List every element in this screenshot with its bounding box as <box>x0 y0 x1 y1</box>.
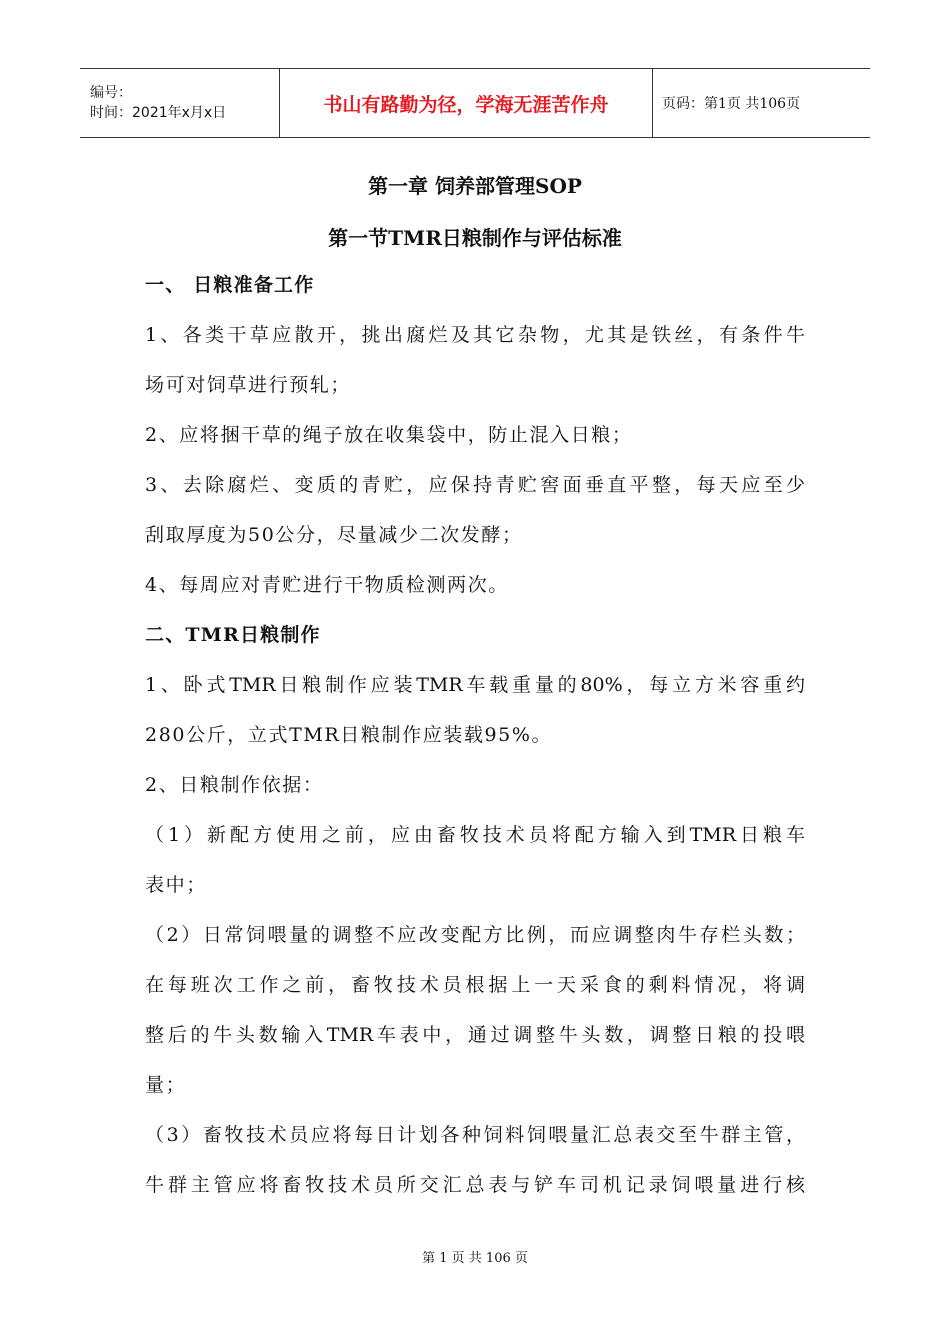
body-line: 在每班次工作之前，畜牧技术员根据上一天采食的剩料情况，将调 <box>145 974 805 996</box>
body-line: 表中； <box>145 874 207 896</box>
body-line: 4、每周应对青贮进行干物质检测两次。 <box>145 574 509 596</box>
body-line: 量； <box>145 1074 187 1096</box>
page-header <box>80 68 870 138</box>
header-page-info <box>653 69 870 137</box>
time-label: 时间：2021年x月x日 <box>90 105 227 121</box>
page-info-text: 页码：第1页 共106页 <box>662 96 801 112</box>
heading-prep: 一、 日粮准备工作 <box>145 274 315 296</box>
page-footer: 第 1 页 共 106 页 <box>422 1251 528 1266</box>
body-line: 场可对饲草进行预轧； <box>145 374 352 396</box>
body-line: 1、各类干草应散开，挑出腐烂及其它杂物，尤其是铁丝，有条件牛 <box>145 324 805 346</box>
body-line: 1、卧式TMR日粮制作应装TMR车载重量的80%，每立方米容重约 <box>145 674 805 696</box>
section-title: 第一节TMR日粮制作与评估标准 <box>328 226 622 250</box>
body-line: 刮取厚度为50公分，尽量减少二次发酵； <box>145 524 523 546</box>
body-line: （3）畜牧技术员应将每日计划各种饲料饲喂量汇总表交至牛群主管， <box>145 1124 805 1146</box>
body-line: 3、去除腐烂、变质的青贮，应保持青贮窖面垂直平整，每天应至少 <box>145 474 805 496</box>
motto-text: 书山有路勤为径，学海无涯苦作舟 <box>323 93 609 116</box>
number-label: 编号： <box>90 85 132 101</box>
body-line: 280公斤，立式TMR日粮制作应装载95%。 <box>145 724 553 746</box>
body-line: （2）日常饲喂量的调整不应改变配方比例，而应调整肉牛存栏头数； <box>145 924 805 946</box>
body-line: （1）新配方使用之前，应由畜牧技术员将配方输入到TMR日粮车 <box>145 824 805 846</box>
body-line: 2、日粮制作依据： <box>145 774 324 796</box>
body-line: 牛群主管应将畜牧技术员所交汇总表与铲车司机记录饲喂量进行核 <box>145 1174 805 1196</box>
chapter-title: 第一章 饲养部管理SOP <box>368 174 582 198</box>
heading-tmr: 二、TMR日粮制作 <box>145 624 321 646</box>
header-motto <box>280 69 653 137</box>
body-line: 2、应将捆干草的绳子放在收集袋中，防止混入日粮； <box>145 424 633 446</box>
body-line: 整后的牛头数输入TMR车表中，通过调整牛头数，调整日粮的投喂 <box>145 1024 805 1046</box>
header-meta <box>80 69 280 137</box>
